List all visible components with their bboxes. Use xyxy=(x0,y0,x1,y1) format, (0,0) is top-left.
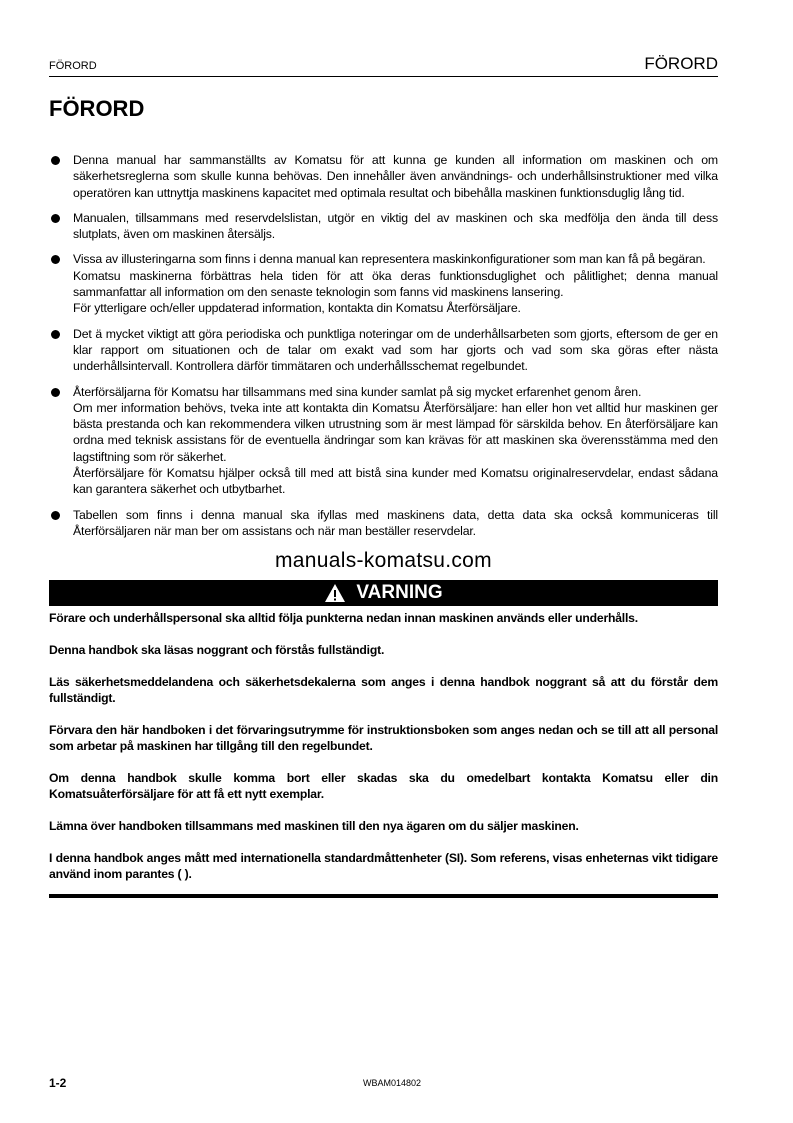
bullet-item xyxy=(49,251,718,316)
warning-paragraph: Läs säkerhetsmeddelandena och säkerhetsdekalerna som anges i denna handbok noggrant så att du förstår dem fullständigt. xyxy=(49,675,718,706)
bullet-icon xyxy=(51,255,60,264)
watermark: manuals-komatsu.com xyxy=(275,549,492,573)
bullet-icon xyxy=(51,330,60,339)
header-divider xyxy=(49,76,718,77)
running-header-right: FÖRORD xyxy=(644,54,718,73)
paragraph: Denna manual har sammanställts av Komatsu för att kunna ge kunden all information om maskinen och om säkerhetsreglerna som skulle kunna behövas. Den innehåller även användnings- och underhållsinstruktioner med vilka operatören kan uttnyttja maskinens kapacitet med optimala resultat och bibehålla maskinen funktionsduglig lång tid. xyxy=(73,153,718,200)
paragraph: Återförsäljare för Komatsu hjälper också till med att bistå sina kunder med Komatsu originalreservdelar, endast sådana kan garantera säkerhet och utbytbarhet. xyxy=(73,466,718,497)
warning-banner xyxy=(49,580,718,606)
warning-triangle-icon xyxy=(324,583,346,603)
warning-paragraph: I denna handbok anges mått med internationella standardmåttenheter (SI). Som referens, visas enheternas vikt tidigare använd inom parantes ( ). xyxy=(49,851,718,882)
paragraph: Vissa av illusteringarna som finns i denna manual kan representera maskinkonfigurationer som man kan få på begäran. xyxy=(73,252,706,267)
page-title: FÖRORD xyxy=(49,96,145,121)
bullet-icon xyxy=(51,156,60,165)
warning-bottom-rule xyxy=(49,894,718,898)
paragraph: Återförsäljarna för Komatsu har tillsammans med sina kunder samlat på sig mycket erfarenhet genom åren. xyxy=(73,384,642,399)
bullet-item xyxy=(49,210,718,243)
bullet-icon xyxy=(51,214,60,223)
bullet-icon xyxy=(51,388,60,397)
paragraph: Om mer information behövs, tveka inte att kontakta din Komatsu Återförsäljare: han eller hon vet alltid hur maskinen ger bästa prestanda och kan rekommendera vilken utrustning som är mest lämpad för särskilda behov. En återförsäljare kan ordna med teknisk assistans för de eventuella ändringar som kan krävas för att maskinen ska överensstämma med den lagstiftning som rör säkerhet. xyxy=(73,400,718,464)
bullet-item xyxy=(49,326,718,375)
page-number: 1-2 xyxy=(49,1076,67,1090)
warning-paragraph: Lämna över handboken tillsammans med maskinen till den nya ägaren om du säljer maskinen. xyxy=(49,819,579,834)
warning-label: VARNING xyxy=(356,582,443,604)
bullet-item xyxy=(49,507,718,540)
bullet-icon xyxy=(51,511,60,520)
paragraph: Manualen, tillsammans med reservdelslistan, utgör en viktig del av maskinen och ska medfölja den ända till dess slutplats, även om maskinen återsäljs. xyxy=(73,210,718,242)
warning-paragraph: Förvara den här handboken i det förvaringsutrymme för instruktionsboken som anges nedan och se till att all personal som arbetar på maskinen har tillgång till den regelbundet. xyxy=(49,723,718,754)
paragraph: Tabellen som finns i denna manual ska ifyllas med maskinens data, detta data ska också kommuniceras till Återförsäljaren när man ber om assistans och när man beställer reservdelar. xyxy=(73,507,718,538)
document-code: WBAM014802 xyxy=(363,1078,422,1088)
paragraph: Komatsu maskinerna förbättras hela tiden för att öka deras funktionsduglighet och pålitlighet; denna manual sammanfattar all information om den senaste teknologin som fanns vid maskinens lansering. xyxy=(73,268,718,300)
running-header-left: FÖRORD xyxy=(49,60,97,72)
paragraph: För ytterligare och/eller uppdaterad information, kontakta din Komatsu Återförsäljare. xyxy=(73,301,521,316)
bullet-item xyxy=(49,384,718,498)
page-body xyxy=(49,152,718,898)
warning-paragraph: Förare och underhållspersonal ska alltid följa punkterna nedan innan maskinen används eller underhålls. xyxy=(49,611,638,626)
warning-paragraph: Denna handbok ska läsas noggrant och förstås fullständigt. xyxy=(49,643,385,658)
bullet-item xyxy=(49,152,718,201)
warning-paragraph: Om denna handbok skulle komma bort eller skadas ska du omedelbart kontakta Komatsu eller din Komatsuåterförsäljare för att få ett nytt exemplar. xyxy=(49,771,718,802)
paragraph: Det ä mycket viktigt att göra periodiska och punktliga noteringar om de underhållsarbeten som gjorts, eftersom de ger en klar rapport om situationen och de talar om exakt vad som har gjorts och vad som ska göras efter nästa underhållsintervall. Kontrollera därför timmätaren och underhållsschemat regelbundet. xyxy=(73,326,718,374)
